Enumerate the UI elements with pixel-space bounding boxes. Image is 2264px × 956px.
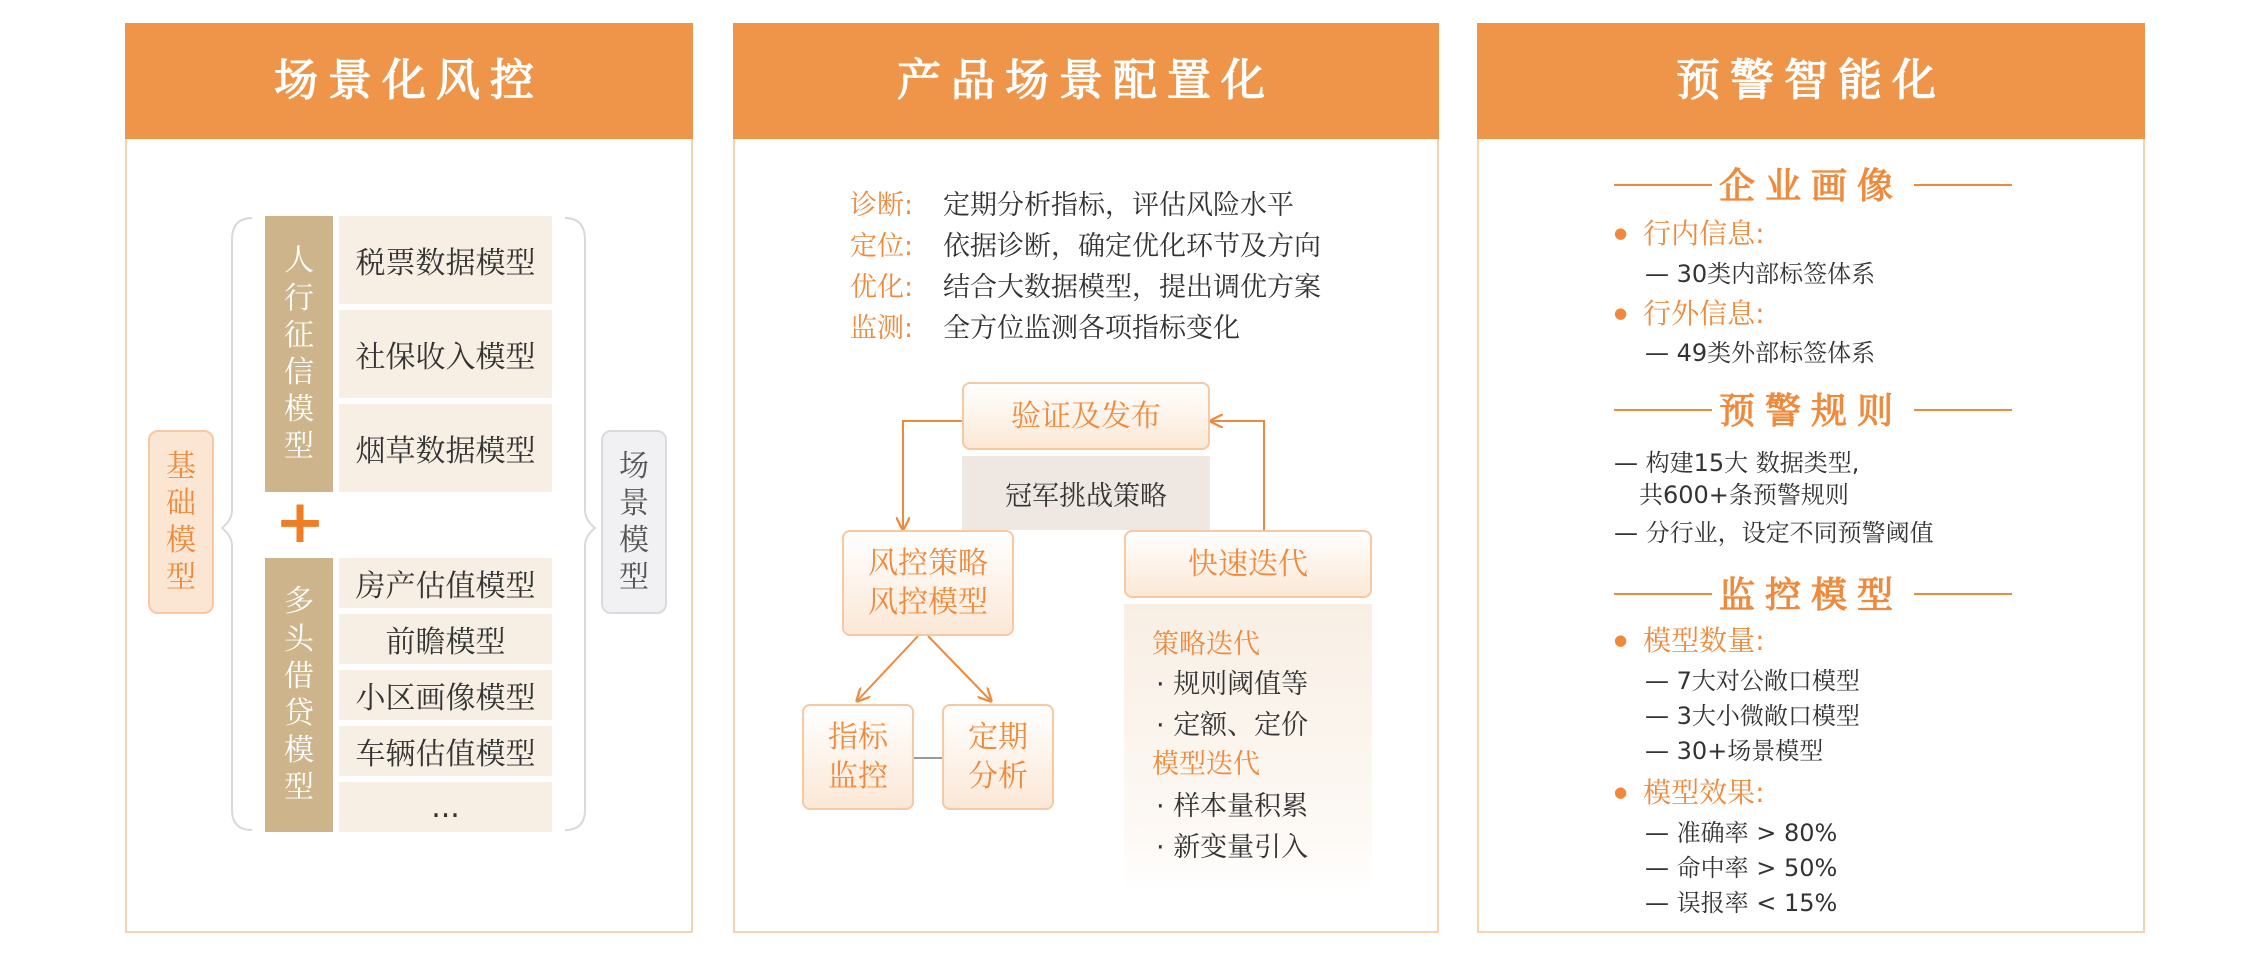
section-title-monitor: 监控模型 [1718,575,1903,616]
strategy-iteration-title: 策略迭代 [1152,629,1260,660]
bullet-model-count: ● 模型数量: [1614,619,1765,659]
model-effect-item: — 准确率 > 80% [1645,819,1838,847]
rule-item: — 分行业，设定不同预警阈值 [1614,519,1934,547]
rule-item: — 构建15大 数据类型, [1614,449,1860,477]
strategy-item: · 定额、定价 [1156,710,1309,741]
model-item-vehicle: 车辆估值模型 [339,726,552,776]
model-count-item: — 3大小微敞口模型 [1645,702,1860,730]
panel-title: 产品场景配置化 [733,23,1439,139]
panel-title: 场景化风控 [125,23,693,139]
section-title-profile: 企业画像 [1718,166,1903,207]
base-model-label: 基 础 模 型 [148,430,214,614]
row-diagnose: 诊断: 定期分析指标，评估风险水平 [850,190,1294,221]
rule-item: 共600+条预警规则 [1639,481,1849,509]
bullet-internal-info: ● 行内信息: [1614,212,1765,252]
model-item-property: 房产估值模型 [339,558,552,608]
row-optimize: 优化: 结合大数据模型，提出调优方案 [850,272,1321,303]
scene-model-label: 场 景 模 型 [601,430,667,614]
section-title-rules: 预警规则 [1718,391,1903,432]
model-item-tobacco: 烟草数据模型 [339,404,552,492]
row-monitor: 监测: 全方位监测各项指标变化 [850,313,1240,344]
model-item-tax: 税票数据模型 [339,216,552,304]
sub-internal-tags: — 30类内部标签体系 [1645,260,1876,288]
fast-iteration-box: 快速迭代 [1124,530,1372,598]
sub-external-tags: — 49类外部标签体系 [1645,339,1876,367]
row-locate: 定位: 依据诊断，确定优化环节及方向 [850,231,1321,262]
model-iter-item: · 新变量引入 [1156,832,1309,863]
multi-loan-model-label: 多 头 借 贷 模 型 [265,558,333,832]
strategy-item: · 规则阈值等 [1156,669,1309,700]
panel-title: 预警智能化 [1477,23,2145,139]
champion-strategy-box: 冠军挑战策略 [962,456,1210,530]
bullet-model-effect: ● 模型效果: [1614,771,1765,811]
model-item-forward: 前瞻模型 [339,614,552,664]
metric-monitor-box: 指标 监控 [802,704,914,810]
model-effect-item: — 命中率 > 50% [1645,854,1838,882]
verify-release-box: 验证及发布 [962,382,1210,450]
model-effect-item: — 误报率 < 15% [1645,889,1838,917]
periodic-analysis-box: 定期 分析 [942,704,1054,810]
model-item-community: 小区画像模型 [339,670,552,720]
model-count-item: — 30+场景模型 [1645,737,1824,765]
risk-strategy-box: 风控策略 风控模型 [842,530,1014,636]
model-item-social: 社保收入模型 [339,310,552,398]
panel-early-warning [1477,23,2145,933]
model-count-item: — 7大对公敞口模型 [1645,667,1860,695]
credit-model-label: 人 行 征 信 模 型 [265,216,333,492]
model-item-more: ... [339,782,552,832]
model-iteration-title: 模型迭代 [1152,749,1260,780]
model-iter-item: · 样本量积累 [1156,791,1309,822]
plus-sign: + [274,487,326,557]
bullet-external-info: ● 行外信息: [1614,292,1765,332]
